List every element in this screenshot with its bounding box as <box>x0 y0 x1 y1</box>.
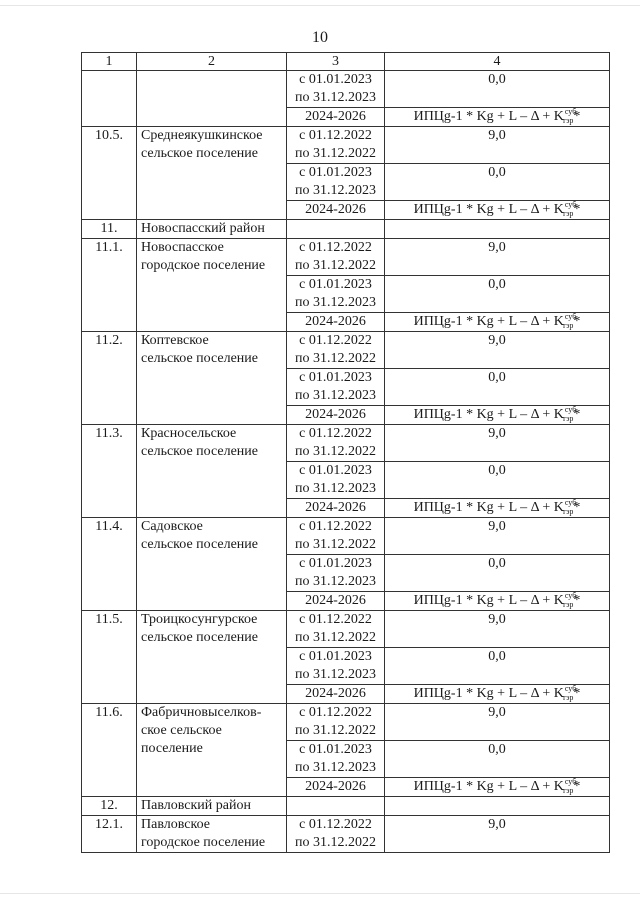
period-line: 2024-2026 <box>305 202 366 217</box>
formula-main: ИПЦg-1 * Kg + L – Δ + K <box>413 407 564 422</box>
period-line: по 31.12.2022 <box>295 258 376 273</box>
period-cell <box>287 611 385 648</box>
period-line: с 01.12.2022 <box>299 817 372 832</box>
table-row <box>82 518 610 555</box>
period-line: с 01.01.2023 <box>299 742 372 757</box>
row-number-text: 11.1. <box>95 240 123 255</box>
index-value: 9,0 <box>488 612 506 627</box>
period-line: по 31.12.2022 <box>295 723 376 738</box>
row-number-text: 10.5. <box>95 128 123 143</box>
index-value: 9,0 <box>488 817 506 832</box>
formula-main: ИПЦg-1 * Kg + L – Δ + K <box>413 202 564 217</box>
column-header-1: 1 <box>82 53 137 71</box>
period-cell <box>287 313 385 332</box>
formula-subscript: тэр <box>562 209 574 218</box>
district-name-line: Новоспасский район <box>141 221 265 236</box>
row-number <box>82 332 137 425</box>
tariff-formula <box>414 407 581 422</box>
row-number <box>82 611 137 704</box>
tariff-table <box>81 52 610 853</box>
index-value-cell <box>385 685 610 704</box>
period-line: с 01.12.2022 <box>299 705 372 720</box>
settlement-name <box>137 425 287 518</box>
column-header-4: 4 <box>385 53 610 71</box>
index-value-cell <box>385 369 610 406</box>
table-row <box>82 127 610 164</box>
period-line: с 01.01.2023 <box>299 649 372 664</box>
settlement-name <box>137 518 287 611</box>
settlement-name-line: Фабричновыселков- <box>141 705 262 720</box>
settlement-name-line: сельское поселение <box>141 146 258 161</box>
row-number <box>82 220 137 239</box>
tariff-formula <box>414 500 581 515</box>
row-number-text: 12. <box>100 798 118 813</box>
column-header-3: 3 <box>287 53 385 71</box>
formula-superscript: суб <box>564 312 577 321</box>
period-line: с 01.12.2022 <box>299 612 372 627</box>
tariff-formula <box>414 779 581 794</box>
period-line: 2024-2026 <box>305 407 366 422</box>
formula-subscript: тэр <box>562 414 574 423</box>
tariff-table-wrapper <box>81 52 610 853</box>
row-number <box>82 425 137 518</box>
formula-superscript: суб <box>564 107 577 116</box>
settlement-name-line: сельское поселение <box>141 351 258 366</box>
empty-cell <box>287 220 385 239</box>
period-line: с 01.12.2022 <box>299 128 372 143</box>
settlement-name-line: Коптевское <box>141 333 209 348</box>
index-value-cell <box>385 276 610 313</box>
empty-cell <box>385 797 610 816</box>
formula-main: ИПЦg-1 * Kg + L – Δ + K <box>413 593 564 608</box>
period-cell <box>287 108 385 127</box>
period-line: 2024-2026 <box>305 314 366 329</box>
index-value-cell <box>385 462 610 499</box>
row-number-text: 12.1. <box>95 817 123 832</box>
period-line: с 01.01.2023 <box>299 165 372 180</box>
tariff-formula <box>414 593 581 608</box>
formula-asterisk: * <box>573 109 581 124</box>
table-row <box>82 425 610 462</box>
district-name <box>137 220 287 239</box>
period-cell <box>287 239 385 276</box>
table-row <box>82 816 610 853</box>
column-header-2: 2 <box>137 53 287 71</box>
row-number <box>82 816 137 853</box>
formula-subscript: тэр <box>562 693 574 702</box>
tariff-formula <box>414 109 581 124</box>
period-cell <box>287 332 385 369</box>
period-line: с 01.01.2023 <box>299 277 372 292</box>
tariff-formula <box>414 202 581 217</box>
settlement-name <box>137 816 287 853</box>
index-value-cell <box>385 127 610 164</box>
index-value-cell <box>385 313 610 332</box>
index-value-cell <box>385 108 610 127</box>
formula-asterisk: * <box>573 686 581 701</box>
formula-subscript: тэр <box>562 116 574 125</box>
period-cell <box>287 518 385 555</box>
scan-artifact-top <box>0 5 640 6</box>
index-value-cell <box>385 499 610 518</box>
index-value-cell <box>385 518 610 555</box>
formula-subscript: тэр <box>562 786 574 795</box>
period-cell <box>287 778 385 797</box>
index-value-cell <box>385 164 610 201</box>
row-number-text: 11.5. <box>95 612 123 627</box>
index-value-cell <box>385 332 610 369</box>
row-number-text: 11. <box>100 221 118 236</box>
formula-superscript: суб <box>564 591 577 600</box>
tariff-formula <box>414 314 581 329</box>
index-value: 9,0 <box>488 705 506 720</box>
index-value: 0,0 <box>488 277 506 292</box>
settlement-name-line: сельское поселение <box>141 630 258 645</box>
period-line: по 31.12.2023 <box>295 481 376 496</box>
period-line: 2024-2026 <box>305 779 366 794</box>
period-cell <box>287 201 385 220</box>
period-cell <box>287 462 385 499</box>
period-line: с 01.12.2022 <box>299 333 372 348</box>
period-line: по 31.12.2023 <box>295 574 376 589</box>
formula-superscript: суб <box>564 498 577 507</box>
period-line: с 01.01.2023 <box>299 463 372 478</box>
index-value-cell <box>385 778 610 797</box>
formula-subscript: тэр <box>562 600 574 609</box>
index-value-cell <box>385 239 610 276</box>
index-value: 9,0 <box>488 519 506 534</box>
period-cell <box>287 276 385 313</box>
index-value: 0,0 <box>488 742 506 757</box>
row-number <box>82 797 137 816</box>
settlement-name <box>137 611 287 704</box>
formula-asterisk: * <box>573 593 581 608</box>
settlement-name-line: Красносельское <box>141 426 237 441</box>
formula-subscript: тэр <box>562 507 574 516</box>
index-value: 0,0 <box>488 649 506 664</box>
period-line: 2024-2026 <box>305 500 366 515</box>
index-value: 0,0 <box>488 72 506 87</box>
settlement-name-line: Новоспасское <box>141 240 224 255</box>
row-number-text: 11.4. <box>95 519 123 534</box>
period-cell <box>287 648 385 685</box>
formula-superscript: суб <box>564 777 577 786</box>
period-line: по 31.12.2022 <box>295 835 376 850</box>
index-value-cell <box>385 592 610 611</box>
formula-superscript: суб <box>564 405 577 414</box>
table-row <box>82 611 610 648</box>
period-line: 2024-2026 <box>305 686 366 701</box>
formula-asterisk: * <box>573 314 581 329</box>
row-number-text: 11.2. <box>95 333 123 348</box>
index-value-cell <box>385 611 610 648</box>
settlement-name-line: Троицкосунгурское <box>141 612 258 627</box>
formula-asterisk: * <box>573 407 581 422</box>
period-line: по 31.12.2023 <box>295 760 376 775</box>
settlement-name <box>137 704 287 797</box>
index-value: 0,0 <box>488 463 506 478</box>
index-value-cell <box>385 741 610 778</box>
formula-superscript: суб <box>564 684 577 693</box>
formula-superscript: суб <box>564 200 577 209</box>
index-value: 9,0 <box>488 240 506 255</box>
index-value: 9,0 <box>488 128 506 143</box>
index-value: 0,0 <box>488 165 506 180</box>
table-row <box>82 71 610 108</box>
settlement-name-line: сельское поселение <box>141 537 258 552</box>
row-number <box>82 71 137 127</box>
settlement-name <box>137 332 287 425</box>
period-line: с 01.12.2022 <box>299 426 372 441</box>
formula-main: ИПЦg-1 * Kg + L – Δ + K <box>413 314 564 329</box>
period-line: 2024-2026 <box>305 593 366 608</box>
formula-main: ИПЦg-1 * Kg + L – Δ + K <box>413 109 564 124</box>
index-value-cell <box>385 816 610 853</box>
settlement-name <box>137 239 287 332</box>
index-value: 9,0 <box>488 426 506 441</box>
period-line: с 01.12.2022 <box>299 519 372 534</box>
period-cell <box>287 499 385 518</box>
scan-artifact-bottom <box>0 893 640 894</box>
index-value-cell <box>385 406 610 425</box>
period-cell <box>287 369 385 406</box>
row-number-text: 11.3. <box>95 426 123 441</box>
period-line: по 31.12.2022 <box>295 444 376 459</box>
settlement-name-line: городское поселение <box>141 835 266 850</box>
period-line: с 01.01.2023 <box>299 370 372 385</box>
district-name <box>137 797 287 816</box>
formula-subscript: тэр <box>562 321 574 330</box>
period-cell <box>287 741 385 778</box>
index-value: 0,0 <box>488 556 506 571</box>
period-line: 2024-2026 <box>305 109 366 124</box>
district-row <box>82 220 610 239</box>
formula-main: ИПЦg-1 * Kg + L – Δ + K <box>413 686 564 701</box>
index-value-cell <box>385 201 610 220</box>
period-line: с 01.01.2023 <box>299 556 372 571</box>
period-cell <box>287 71 385 108</box>
row-number <box>82 704 137 797</box>
period-cell <box>287 555 385 592</box>
period-cell <box>287 406 385 425</box>
page-number: 10 <box>312 29 328 46</box>
period-line: с 01.01.2023 <box>299 72 372 87</box>
index-value-cell <box>385 71 610 108</box>
formula-main: ИПЦg-1 * Kg + L – Δ + K <box>413 500 564 515</box>
table-row <box>82 239 610 276</box>
period-cell <box>287 685 385 704</box>
district-name-line: Павловский район <box>141 798 251 813</box>
index-value-cell <box>385 425 610 462</box>
settlement-name-line: Среднеякушкинское <box>141 128 263 143</box>
row-number <box>82 518 137 611</box>
period-cell <box>287 127 385 164</box>
index-value-cell <box>385 648 610 685</box>
row-number-text: 11.6. <box>95 705 123 720</box>
settlement-name-line: городское поселение <box>141 258 266 273</box>
settlement-name <box>137 127 287 220</box>
table-row <box>82 332 610 369</box>
period-line: по 31.12.2022 <box>295 351 376 366</box>
row-number <box>82 127 137 220</box>
formula-main: ИПЦg-1 * Kg + L – Δ + K <box>413 779 564 794</box>
index-value-cell <box>385 555 610 592</box>
row-number <box>82 239 137 332</box>
settlement-name-line: ское сельское <box>141 723 222 738</box>
table-row <box>82 704 610 741</box>
settlement-name <box>137 71 287 127</box>
settlement-name-line: сельское поселение <box>141 444 258 459</box>
formula-asterisk: * <box>573 500 581 515</box>
period-line: по 31.12.2023 <box>295 388 376 403</box>
settlement-name-line: Садовское <box>141 519 203 534</box>
settlement-name-line: поселение <box>141 741 203 756</box>
empty-cell <box>385 220 610 239</box>
period-line: по 31.12.2022 <box>295 146 376 161</box>
period-cell <box>287 425 385 462</box>
period-line: по 31.12.2022 <box>295 537 376 552</box>
period-line: по 31.12.2023 <box>295 667 376 682</box>
index-value: 9,0 <box>488 333 506 348</box>
period-line: по 31.12.2022 <box>295 630 376 645</box>
district-row <box>82 797 610 816</box>
period-line: с 01.12.2022 <box>299 240 372 255</box>
period-line: по 31.12.2023 <box>295 90 376 105</box>
period-line: по 31.12.2023 <box>295 295 376 310</box>
formula-asterisk: * <box>573 202 581 217</box>
index-value-cell <box>385 704 610 741</box>
period-cell <box>287 704 385 741</box>
settlement-name-line: Павловское <box>141 817 210 832</box>
tariff-formula <box>414 686 581 701</box>
period-cell <box>287 164 385 201</box>
column-number-row <box>82 53 610 71</box>
index-value: 0,0 <box>488 370 506 385</box>
period-cell <box>287 816 385 853</box>
period-line: по 31.12.2023 <box>295 183 376 198</box>
period-cell <box>287 592 385 611</box>
empty-cell <box>287 797 385 816</box>
formula-asterisk: * <box>573 779 581 794</box>
